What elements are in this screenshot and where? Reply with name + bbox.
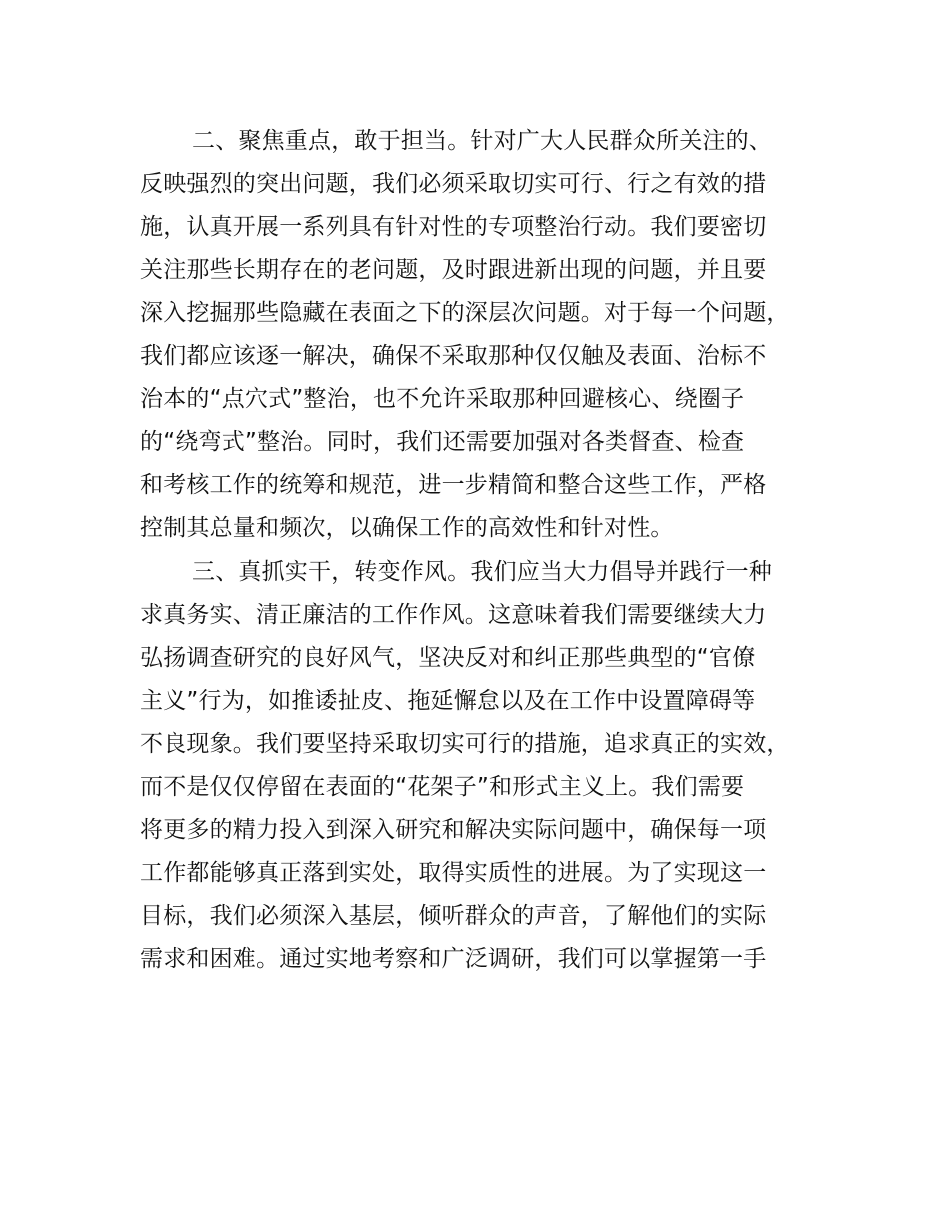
text-line: 二、聚焦重点，敢于担当。针对广大人民群众所关注的、 bbox=[192, 128, 772, 154]
text-line: 目标，我们必须深入基层，倾听群众的声音，了解他们的实际 bbox=[140, 903, 767, 929]
paragraph-section-3 bbox=[140, 551, 840, 981]
text-line: 和考核工作的统筹和规范，进一步精简和整合这些工作，严格 bbox=[140, 472, 767, 498]
text-line: 关注那些长期存在的老问题，及时跟进新出现的问题，并且要 bbox=[140, 257, 767, 283]
text-line: 将更多的精力投入到深入研究和解决实际问题中，确保每一项 bbox=[140, 817, 767, 843]
text-line: 我们都应该逐一解决，确保不采取那种仅仅触及表面、治标不 bbox=[140, 343, 767, 369]
text-line: 求真务实、清正廉洁的工作作风。这意味着我们需要继续大力 bbox=[140, 602, 767, 628]
text-line: 工作都能够真正落到实处，取得实质性的进展。为了实现这一 bbox=[140, 860, 767, 886]
text-line: 三、真抓实干，转变作风。我们应当大力倡导并践行一种 bbox=[192, 559, 772, 585]
text-line: 不良现象。我们要坚持采取切实可行的措施，追求真正的实效， bbox=[140, 731, 790, 757]
text-line: 而不是仅仅停留在表面的“花架子”和形式主义上。我们需要 bbox=[140, 774, 745, 800]
text-line: 主义”行为，如推诿扯皮、拖延懈怠以及在工作中设置障碍等 bbox=[140, 688, 756, 714]
paragraph-section-2 bbox=[140, 120, 840, 550]
text-line: 反映强烈的突出问题，我们必须采取切实可行、行之有效的措 bbox=[140, 171, 767, 197]
text-line: 弘扬调查研究的良好风气，坚决反对和纠正那些典型的“官僚 bbox=[140, 645, 756, 671]
text-line: 需求和困难。通过实地考察和广泛调研，我们可以掌握第一手 bbox=[140, 946, 767, 972]
text-line: 治本的“点穴式”整治，也不允许采取那种回避核心、绕圈子 bbox=[140, 386, 745, 412]
text-line: 施，认真开展一系列具有针对性的专项整治行动。我们要密切 bbox=[140, 214, 767, 240]
text-line: 控制其总量和频次，以确保工作的高效性和针对性。 bbox=[140, 515, 674, 541]
text-line: 深入挖掘那些隐藏在表面之下的深层次问题。对于每一个问题， bbox=[140, 300, 790, 326]
text-line: 的“绕弯式”整治。同时，我们还需要加强对各类督查、检查 bbox=[140, 429, 745, 455]
